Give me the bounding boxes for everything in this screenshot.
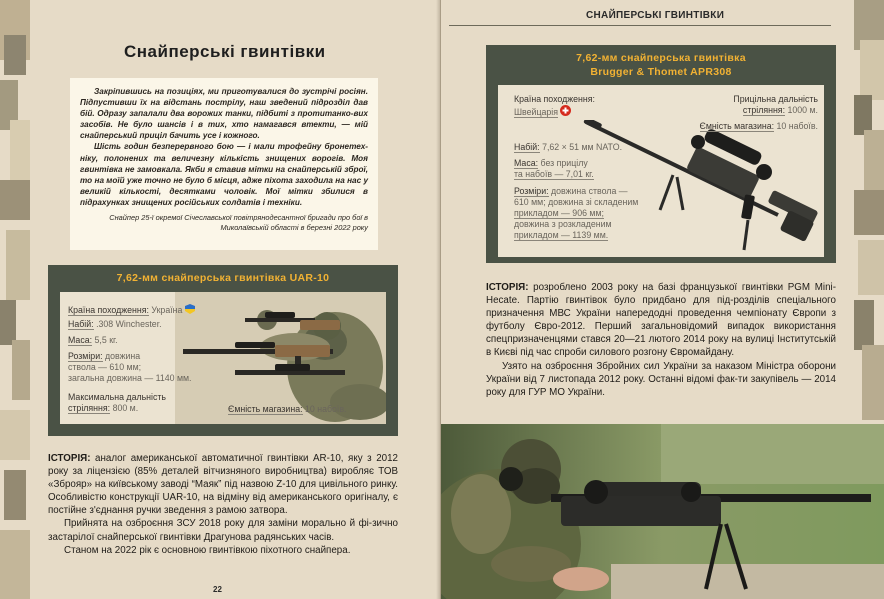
- running-header: СНАЙПЕРСЬКІ ГВИНТІВКИ: [586, 10, 725, 21]
- sniper-photo-illustration: [441, 424, 884, 599]
- spec-card-uar10: [48, 265, 398, 436]
- history-uar10: ІСТОРІЯ: аналог американської автоматичної гвинтівки AR-10, яку з 2012 року за ліцензією (85% деталей вітчизняного виробництва) виробляє ТОВ «Зброяр» на київському заводі “Маяк” під назвою Z-10 для цивільного ринку. Особливістю конструкції UAR-10, на відміну від американського оригіналу, є постійне з'єднання ручки зведення з рамою затвора. Прийнята на озброєння ЗСУ 2018 року для заміни морально й фі-зично застарілої снайперської гвинтівки Драгунова радянських часів. Станом на 2022 рік є основною гвинтівкою піхотного снайпера.: [48, 453, 398, 556]
- history-apr308: ІСТОРІЯ: розроблено 2003 року на базі французької гвинтівки PGM Mini-Hecate. Партію гвинтівок було придбано для під-розділів спеціального призначення МВС України напередодні проведення чемпіонату Європи з футболу Євро-2012. Перший загальновідомий випадок використання спецпризначенцями стався 20—21 лютого 2014 року на вулиці Інститутській в Києві під час спроби силового розгону Євромайдану. Узято на озброєння Збройних сил України за наказом Міністра оборони України від 7 листопада 2012 року. Останні відомі фак-ти закупівель — 2014 року для ГУР МО України.: [486, 282, 836, 398]
- spec-dimensions: Розміри: довжина ствола — 610 мм; загальна довжина — 1140 мм.: [68, 351, 192, 383]
- quote-paragraph-1: Закріпившись на позиціях, ми приготувалися до зустрічі росіян. Підпустивши їх на відстань пострілу, наш зведений підрозділ дав бій. Одразу запалали два ворожих танки, підбиті з протитанко-вих засобів. Не було шансів і в тих, хто намагався втекти, — мій снайперський приціл бачить усе і кожного.: [80, 87, 368, 141]
- page-title: Снайперські гвинтівки: [124, 42, 326, 61]
- spec-card-apr308: [486, 45, 836, 263]
- spec-caliber: Набій: 7,62 × 51 мм NATO.: [514, 142, 623, 152]
- camo-border-left: [0, 0, 30, 599]
- spec-mass: Маса: без прицілу та набоїв — 7,01 кг.: [514, 158, 594, 179]
- spec-country: Країна походження: Швейцарія: [514, 94, 595, 117]
- spec-dimensions: Розміри: довжина ствола — 610 мм; довжина зі складеним прикладом — 906 мм; довжина з розкладеним прикладом — 1139 мм.: [514, 186, 639, 240]
- spec-mass: Маса: 5,5 кг.: [68, 335, 118, 345]
- left-page: [0, 0, 440, 599]
- sniper-photo: [441, 424, 884, 599]
- header-rule: [449, 25, 831, 26]
- quote-source: Снайпер 25-ї окремої Січеславської повітрянодесантної бригади про бої в Миколаївській області в березні 2022 року: [109, 213, 368, 233]
- switzerland-flag-icon: [560, 105, 571, 116]
- card-title: 7,62-мм снайперська гвинтівка Brugger & Thomet APR308: [576, 52, 746, 78]
- spec-caliber: Набій: .308 Winchester.: [68, 319, 162, 329]
- quote-paragraph-2: Шість годин безперервного бою — і мали трофейну бронетех-ніку, полонених та величезну кількість знищених ворогів. Моя гвинтівка не замовкала. Якби я ставив мітки на снайперській зброї, то на моїй уже точно не було б місця, адже піхота заходила на нас у великій кількості, десятками чоловік. Мої мітки збилися в підрахунках знищених російських солдатів і техніки.: [80, 142, 368, 207]
- ukraine-flag-icon: [185, 304, 195, 314]
- spec-magazine: Ємність магазина: 10 набоїв.: [699, 121, 818, 131]
- spec-range: Максимальна дальність стріляння: 800 м.: [68, 392, 166, 413]
- page-number: 22: [213, 585, 222, 594]
- card-title: 7,62-мм снайперська гвинтівка UAR-10: [116, 272, 330, 284]
- spec-range: Прицільна дальність стріляння: 1000 м.: [733, 94, 818, 115]
- spec-magazine: Ємність магазина: 10 набоїв.: [228, 404, 347, 414]
- spec-card-body: [498, 85, 824, 257]
- spec-card-body: [60, 292, 386, 424]
- quote-box: [70, 78, 378, 250]
- spec-country: Країна походження: Україна: [68, 304, 195, 316]
